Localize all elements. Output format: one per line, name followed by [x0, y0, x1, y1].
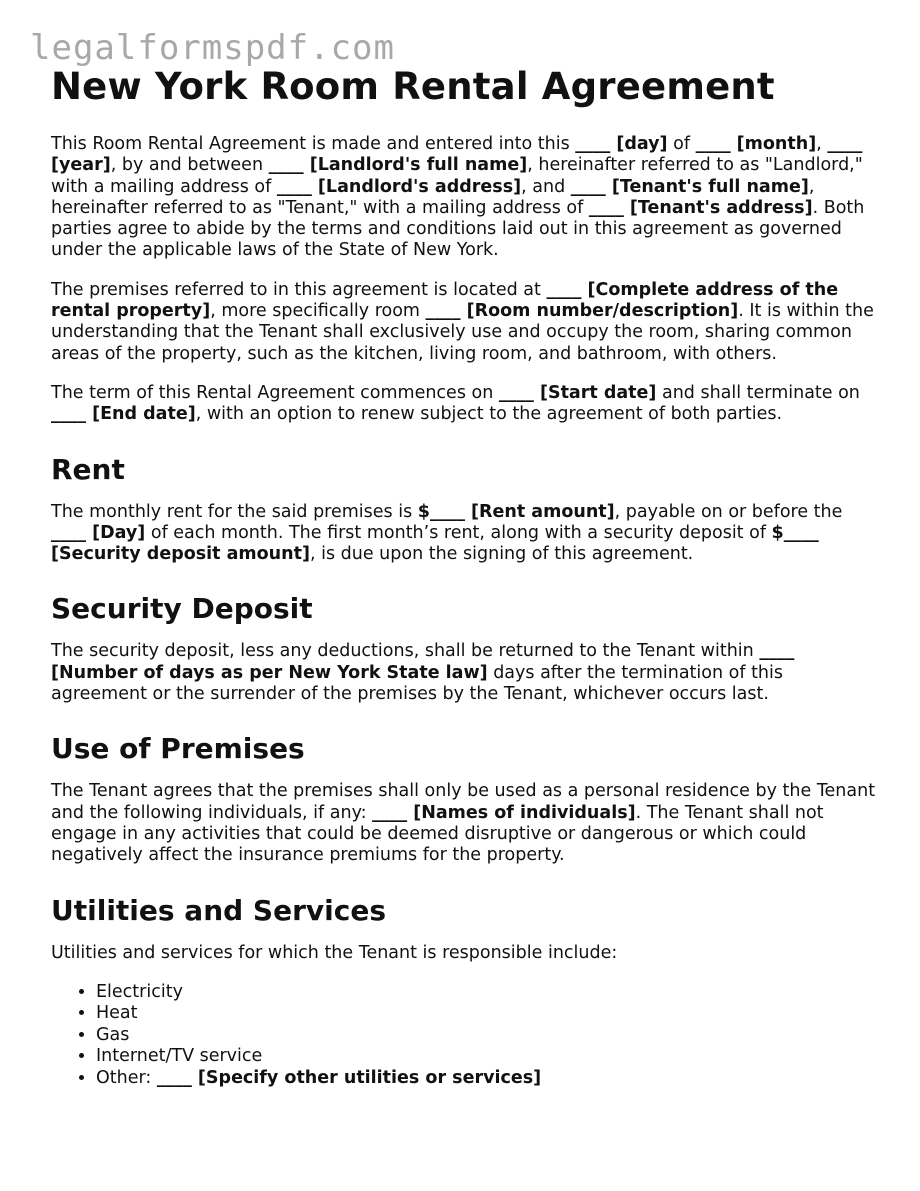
document-page	[51, 64, 881, 1089]
text-run: Gas	[96, 1024, 130, 1045]
text-run: Internet/TV service	[96, 1046, 263, 1067]
placeholder-field: ____ [Room number/description]	[425, 301, 739, 322]
placeholder-field: ____ [End date]	[51, 404, 196, 425]
placeholder-field: ____ [Specify other utilities or services]	[156, 1067, 542, 1088]
placeholder-field: ____ [Day]	[51, 522, 146, 543]
use-of-premises-heading: Use of Premises	[51, 732, 305, 766]
text-run: ,	[816, 134, 828, 154]
text-run: of	[667, 134, 696, 154]
text-run: The premises referred to in this agreement is located at	[51, 279, 547, 300]
placeholder-field: $____ [Rent amount]	[417, 501, 615, 522]
list-item	[96, 1068, 881, 1090]
placeholder-field: ____ [Start date]	[498, 382, 657, 403]
utilities-heading: Utilities and Services	[51, 893, 386, 927]
text-run: , more specifically room	[210, 301, 426, 322]
placeholder-field: ____ [Tenant's address]	[588, 197, 813, 218]
text-run: This Room Rental Agreement is made and entered into this	[51, 134, 576, 154]
placeholder-field: $____ [Security deposit amount]	[51, 522, 819, 565]
text-run: . Both parties agree to abide by the terms and conditions laid out in this agreement as governed under the applicable laws of the State of New York.	[51, 197, 865, 261]
security-deposit-paragraph	[51, 641, 881, 705]
text-run: , hereinafter referred to as "Tenant," with a mailing address of	[51, 176, 815, 218]
text-run: days after the termination of this agreement or the surrender of the premises by the Tenant, whichever occurs last.	[51, 662, 784, 705]
utilities-list	[51, 982, 881, 1090]
text-run: Other:	[96, 1067, 157, 1088]
intro-paragraph	[51, 134, 881, 262]
list-item	[96, 1046, 881, 1068]
placeholder-field: ____ [Complete address of the rental property]	[51, 279, 839, 322]
term-paragraph	[51, 383, 881, 426]
security-deposit-heading: Security Deposit	[51, 592, 313, 626]
placeholder-field: ____ [Landlord's full name]	[268, 155, 528, 176]
premises-paragraph	[51, 280, 881, 365]
text-run: . It is within the understanding that the Tenant shall exclusively use and occupy the room, sharing common areas of the property, such as the kitchen, living room, and bathroom, with others.	[51, 301, 874, 364]
placeholder-field: ____ [Number of days as per New York State law]	[51, 641, 795, 683]
use-of-premises-paragraph	[51, 781, 881, 866]
text-run: and shall terminate on	[656, 382, 860, 403]
placeholder-field: ____ [day]	[575, 134, 668, 154]
page-title: New York Room Rental Agreement	[51, 65, 775, 108]
text-run: , is due upon the signing of this agreement.	[309, 544, 694, 565]
text-run: of each month. The first month’s rent, along with a security deposit of	[145, 522, 772, 543]
placeholder-field: ____ [Tenant's full name]	[570, 176, 809, 197]
text-run: , payable on or before the	[614, 501, 843, 522]
rent-heading: Rent	[51, 452, 125, 486]
text-run: The security deposit, less any deductions, shall be returned to the Tenant within	[51, 641, 760, 662]
text-run: . The Tenant shall not engage in any activities that could be deemed disruptive or dangerous or which could negatively affect the insurance premiums for the property.	[51, 802, 824, 866]
list-item	[96, 1025, 881, 1047]
placeholder-field: ____ [Names of individuals]	[372, 802, 636, 823]
rent-paragraph	[51, 502, 881, 566]
text-run: The monthly rent for the said premises is	[51, 501, 418, 522]
text-run: , hereinafter referred to as "Landlord," with a mailing address of	[51, 155, 863, 197]
text-run: Electricity	[96, 981, 183, 1002]
text-run: , and	[521, 176, 571, 197]
list-item	[96, 1003, 881, 1025]
placeholder-field: ____ [year]	[51, 134, 863, 176]
text-run: , with an option to renew subject to the agreement of both parties.	[195, 404, 783, 425]
text-run: , by and between	[110, 155, 269, 176]
watermark-logo: legalformspdf.com	[30, 28, 395, 68]
placeholder-field: ____ [month]	[695, 134, 817, 154]
text-run: Heat	[96, 1003, 138, 1024]
text-run: The term of this Rental Agreement commences on	[51, 382, 499, 403]
utilities-intro: Utilities and services for which the Tenant is responsible include:	[51, 942, 618, 963]
list-item	[96, 982, 881, 1004]
placeholder-field: ____ [Landlord's address]	[276, 176, 522, 197]
text-run: The Tenant agrees that the premises shall only be used as a personal residence by the Tenant and the following individuals, if any:	[51, 781, 876, 823]
